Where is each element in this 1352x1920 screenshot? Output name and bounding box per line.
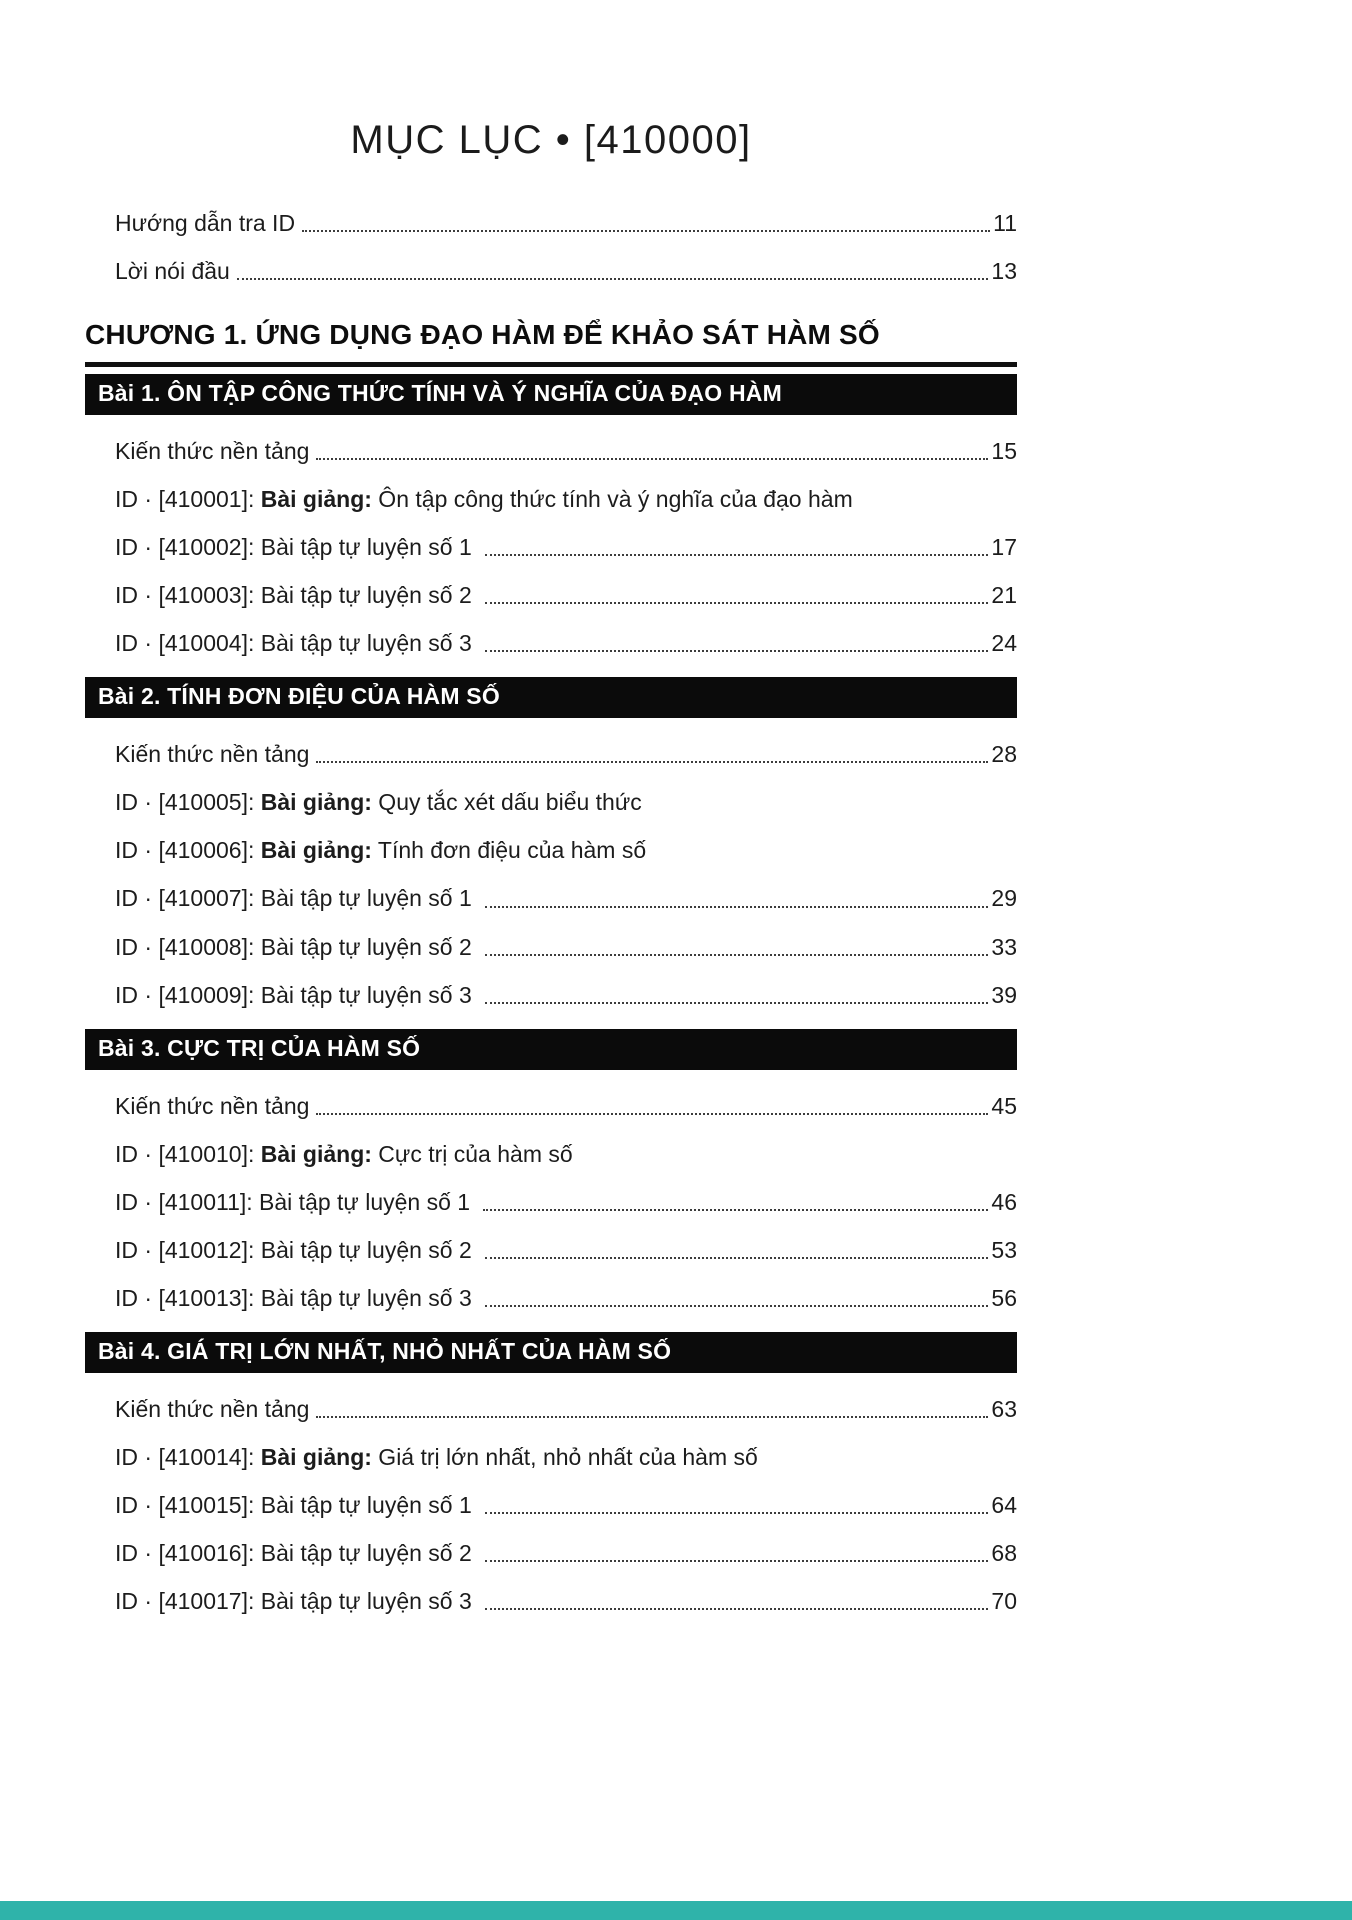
toc-entry-label: ID · [410016]: Bài tập tự luyện số 2 (115, 1539, 479, 1566)
toc-entry (85, 1140, 1017, 1168)
toc-entry (85, 1092, 1017, 1120)
toc-entry (85, 533, 1017, 561)
toc-entry-label: ID · [410004]: Bài tập tự luyện số 3 (115, 630, 479, 657)
page-number: 68 (991, 1539, 1017, 1566)
toc-entry-label: ID · [410006]: Bài giảng: Tính đơn điệu của hàm số (115, 837, 647, 864)
toc-entry-label: ID · [410009]: Bài tập tự luyện số 3 (115, 981, 479, 1008)
dot-leader (485, 906, 988, 908)
dot-leader (302, 230, 990, 232)
toc-entry (85, 209, 1017, 237)
dot-leader (316, 761, 988, 763)
toc-entry-label: ID · [410017]: Bài tập tự luyện số 3 (115, 1588, 479, 1615)
toc-entry-label: Kiến thức nền tảng (115, 1395, 310, 1422)
toc-entry (85, 485, 1017, 513)
dot-leader (316, 458, 988, 460)
dot-leader (316, 1416, 988, 1418)
toc-entry (85, 836, 1017, 864)
page-number: 28 (991, 741, 1017, 768)
toc-entry-label: ID · [410002]: Bài tập tự luyện số 1 (115, 534, 479, 561)
dot-leader (485, 1608, 988, 1610)
toc-entry-label: ID · [410001]: Bài giảng: Ôn tập công thức tính và ý nghĩa của đạo hàm (115, 486, 853, 513)
toc-entry (85, 1443, 1017, 1471)
section-list (85, 374, 1017, 1615)
dot-leader (316, 1113, 988, 1115)
dot-leader (485, 954, 988, 956)
toc-entry (85, 581, 1017, 609)
toc-entry-label: ID · [410010]: Bài giảng: Cực trị của hàm số (115, 1140, 573, 1167)
toc-entry (85, 1539, 1017, 1567)
page-number: 46 (991, 1188, 1017, 1215)
toc-entry (85, 981, 1017, 1009)
toc-entry (85, 788, 1017, 816)
page-number: 39 (991, 981, 1017, 1008)
toc-entry-label: Kiến thức nền tảng (115, 741, 310, 768)
page-number: 17 (991, 534, 1017, 561)
toc-entry-label: Lời nói đầu (115, 258, 230, 285)
toc-entry (85, 1188, 1017, 1216)
page-title: MỤC LỤC • [410000] (350, 118, 752, 162)
toc-entry-label: ID · [410015]: Bài tập tự luyện số 1 (115, 1491, 479, 1518)
toc-entry (85, 933, 1017, 961)
footer-accent-bar (0, 1901, 1352, 1920)
toc-entry-label: ID · [410013]: Bài tập tự luyện số 3 (115, 1284, 479, 1311)
toc-entry (85, 884, 1017, 912)
toc-entry-label: Kiến thức nền tảng (115, 1092, 310, 1119)
toc-entry-label: ID · [410011]: Bài tập tự luyện số 1 (115, 1188, 477, 1215)
toc-entry-label: ID · [410005]: Bài giảng: Quy tắc xét dấu biểu thức (115, 789, 642, 816)
dot-leader (485, 1002, 988, 1004)
dot-leader (237, 278, 989, 280)
page-number: 29 (991, 885, 1017, 912)
section-header: Bài 3. CỰC TRỊ CỦA HÀM SỐ (85, 1029, 1017, 1070)
toc-entry-label: ID · [410014]: Bài giảng: Giá trị lớn nhất, nhỏ nhất của hàm số (115, 1443, 758, 1470)
page-number: 11 (993, 210, 1017, 236)
toc-entry-label: ID · [410003]: Bài tập tự luyện số 2 (115, 582, 479, 609)
front-matter-list (85, 209, 1017, 285)
toc-entry (85, 740, 1017, 768)
toc-entry-label: ID · [410012]: Bài tập tự luyện số 2 (115, 1236, 479, 1263)
toc-entry-label: Kiến thức nền tảng (115, 438, 310, 465)
page-number: 56 (991, 1284, 1017, 1311)
toc-entry (85, 1587, 1017, 1615)
page-number: 63 (991, 1395, 1017, 1422)
section-header: Bài 2. TÍNH ĐƠN ĐIỆU CỦA HÀM SỐ (85, 677, 1017, 718)
toc-entry-label: ID · [410007]: Bài tập tự luyện số 1 (115, 885, 479, 912)
page-number: 64 (991, 1491, 1017, 1518)
page-number: 70 (991, 1588, 1017, 1615)
toc-page (85, 0, 1017, 1635)
dot-leader (485, 1560, 988, 1562)
page-number: 13 (991, 258, 1017, 285)
toc-entry (85, 1395, 1017, 1423)
section-header: Bài 4. GIÁ TRỊ LỚN NHẤT, NHỎ NHẤT CỦA HÀM SỐ (85, 1332, 1017, 1373)
toc-entry (85, 1236, 1017, 1264)
page-number: 15 (991, 438, 1017, 465)
toc-entry (85, 257, 1017, 285)
page-number: 53 (991, 1236, 1017, 1263)
dot-leader (485, 1257, 988, 1259)
page-number: 21 (991, 582, 1017, 609)
toc-entry (85, 1284, 1017, 1312)
dot-leader (485, 554, 988, 556)
toc-entry-label: Hướng dẫn tra ID (115, 210, 296, 236)
toc-entry (85, 437, 1017, 465)
dot-leader (485, 1512, 988, 1514)
toc-entry (85, 629, 1017, 657)
toc-entry-label: ID · [410008]: Bài tập tự luyện số 2 (115, 933, 479, 960)
dot-leader (485, 650, 988, 652)
dot-leader (483, 1209, 988, 1211)
page-number: 24 (991, 630, 1017, 657)
page-number: 45 (991, 1092, 1017, 1119)
toc-entry (85, 1491, 1017, 1519)
dot-leader (485, 602, 988, 604)
section-header: Bài 1. ÔN TẬP CÔNG THỨC TÍNH VÀ Ý NGHĨA CỦA ĐẠO HÀM (85, 374, 1017, 415)
page-number: 33 (991, 933, 1017, 960)
dot-leader (485, 1305, 988, 1307)
chapter-title: CHƯƠNG 1. ỨNG DỤNG ĐẠO HÀM ĐỂ KHẢO SÁT HÀM SỐ (85, 305, 1017, 367)
